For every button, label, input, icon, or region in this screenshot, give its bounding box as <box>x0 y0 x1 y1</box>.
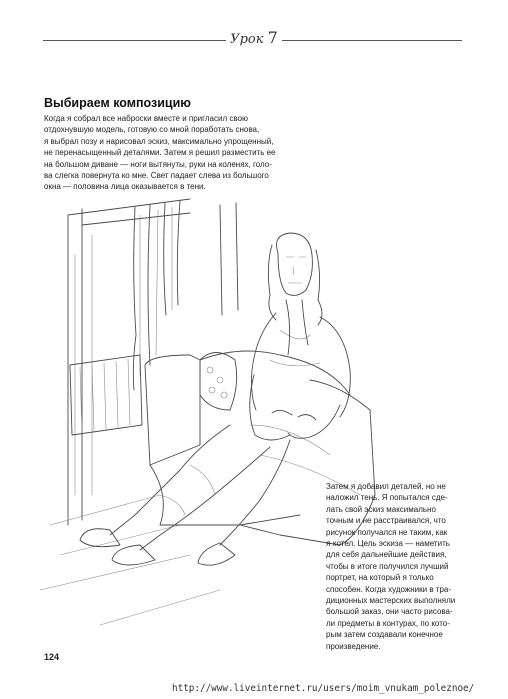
intro-line: не перенасыщенный деталями. Затем я решил разместить ее <box>44 148 276 158</box>
caption-line: лать свой эскиз максимально <box>326 504 436 514</box>
caption-line: рисунок получался не таким, как <box>326 527 448 537</box>
caption-line: способен. Когда художники в тра- <box>326 584 452 594</box>
header-rule-left <box>43 40 226 41</box>
caption-line: Затем я добавил деталей, но не <box>326 482 446 491</box>
caption-line: произведение. <box>326 641 381 651</box>
caption-line: портрет, на который я только <box>326 573 434 583</box>
caption-line: чтобы в итоге получился лучший <box>326 561 449 571</box>
caption-line: наложил тень. Я попытался сде- <box>326 493 448 503</box>
caption-line: большой заказ, они часто рисова- <box>326 607 453 617</box>
lesson-label: Урок <box>230 32 264 47</box>
intro-paragraph <box>44 113 284 193</box>
caption-line: диционных мастерских выполняли <box>326 596 456 606</box>
intro-line: окна — половина лица оказывается в тени. <box>44 182 206 192</box>
watermark-url: http://www.liveinternet.ru/users/moim_vnukam_poleznoe/ <box>172 683 475 694</box>
intro-line: отдохнувшую модель, готовую со мной поработать снова, <box>44 125 260 135</box>
intro-line: на большом диване — ноги вытянуты, руки на коленях, голо- <box>44 159 272 169</box>
intro-line: ва слегка повернута ко мне. Свет падает слева из большого <box>44 171 269 181</box>
lesson-number: 7 <box>267 28 278 47</box>
caption-line: я хотел. Цель эскиза — наметить <box>326 539 450 549</box>
lesson-header <box>226 28 282 47</box>
caption-line: точным и не расстраивался, что <box>326 516 446 526</box>
caption-line: для себя дальнейшие действия, <box>326 550 447 560</box>
intro-line: Когда я собрал все наброски вместе и пригласил свою <box>44 114 248 123</box>
section-title: Выбираем композицию <box>44 96 191 110</box>
header-rule-right <box>282 40 462 41</box>
intro-line: я выбрал позу и нарисовал эскиз, максимально упрощенный, <box>44 136 274 146</box>
side-caption <box>326 481 476 652</box>
caption-line: ли предметы в контурах, по кото- <box>326 618 450 628</box>
page-number: 124 <box>44 652 60 662</box>
caption-line: рым затем создавали конечное <box>326 630 443 640</box>
